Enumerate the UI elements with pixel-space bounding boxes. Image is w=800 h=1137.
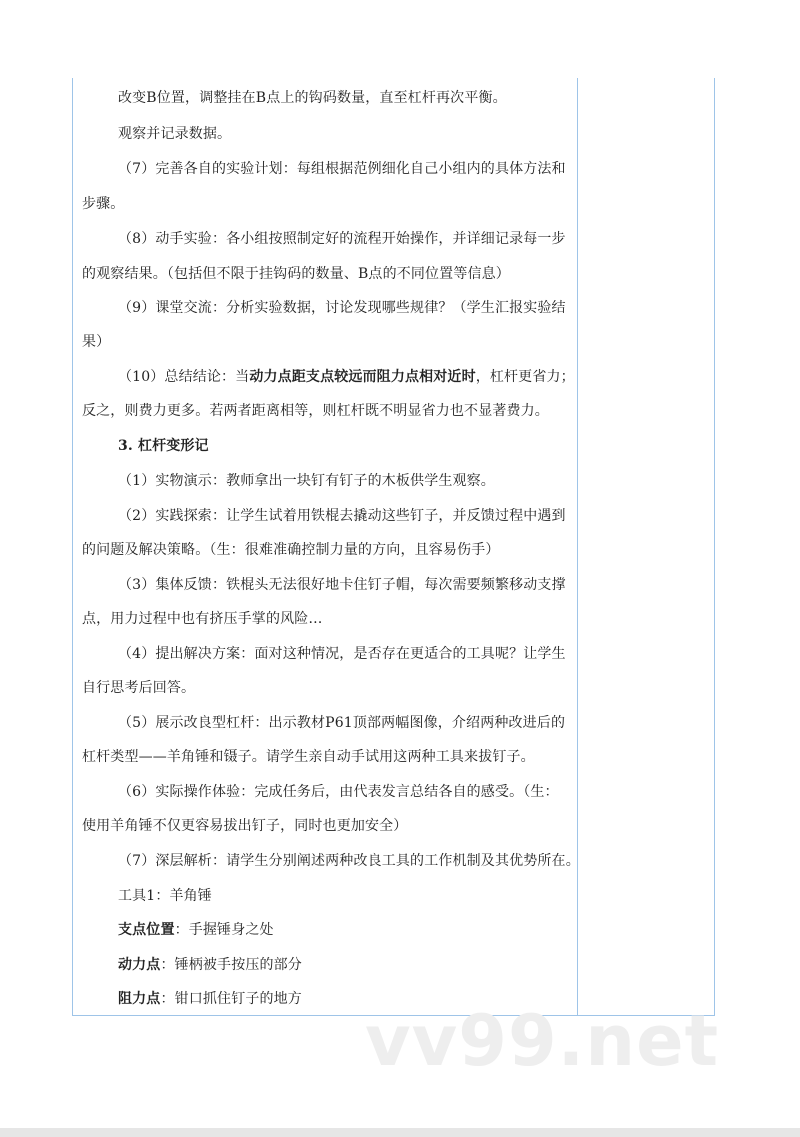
text-line: （3）集体反馈：铁棍头无法很好地卡住钉子帽，每次需要频繁移动支撑 <box>118 577 566 593</box>
text-line: 反之，则费力更多。若两者距离相等，则杠杆既不明显省力也不显著费力。 <box>82 403 549 419</box>
fulcrum-line <box>118 920 274 940</box>
text-line: （4）提出解决方案：面对这种情况，是否存在更适合的工具呢？让学生 <box>118 646 566 662</box>
resistance-point-line <box>118 989 302 1009</box>
effort-point-text: ：锤柄被手按压的部分 <box>160 957 302 973</box>
text-line: （7）完善各自的实验计划：每组根据范例细化自己小组内的具体方法和 <box>118 161 566 177</box>
text-line: 果） <box>82 334 111 350</box>
text-line: 使用羊角锤不仅更容易拔出钉子，同时也更加安全） <box>82 818 408 834</box>
text-line: 步骤。 <box>82 196 125 212</box>
effort-point-label: 动力点 <box>118 957 161 973</box>
fulcrum-text: ：手握锤身之处 <box>174 922 274 938</box>
tool-title: 工具1：羊角锤 <box>118 888 212 904</box>
text-line: 改变B位置，调整挂在B点上的钩码数量，直至杠杆再次平衡。 <box>118 90 507 106</box>
text-line: （6）实际操作体验：完成任务后，由代表发言总结各自的感受。（生： <box>118 784 559 800</box>
page-bottom-edge <box>0 1128 800 1137</box>
text-line: 点，用力过程中也有挤压手掌的风险… <box>82 611 323 627</box>
fulcrum-label: 支点位置 <box>118 922 175 938</box>
conclusion-line <box>118 367 575 387</box>
effort-point-line <box>118 955 302 975</box>
text-line: 的观察结果。（包括但不限于挂钩码的数量、B点的不同位置等信息） <box>82 266 510 282</box>
resistance-point-label: 阻力点 <box>118 991 161 1007</box>
text-line: 自行思考后回答。 <box>82 680 196 696</box>
text-line: 观察并记录数据。 <box>118 126 232 142</box>
text-line: 的问题及解决策略。（生：很难准确控制力量的方向，且容易伤手） <box>82 542 500 558</box>
text-line: （1）实物演示：教师拿出一块钉有钉子的木板供学生观察。 <box>118 473 495 489</box>
text-line: （9）课堂交流：分析实验数据，讨论发现哪些规律？（学生汇报实验结 <box>118 300 566 316</box>
resistance-point-text: ：钳口抓住钉子的地方 <box>160 991 302 1007</box>
section-heading: 3. 杠杆变形记 <box>118 438 209 454</box>
text-line: 杠杆类型——羊角锤和镊子。请学生亲自动手试用这两种工具来拔钉子。 <box>82 749 535 765</box>
text-line: （2）实践探索：让学生试着用铁棍去撬动这些钉子，并反馈过程中遇到 <box>118 508 566 524</box>
conclusion-suffix: ，杠杆更省力； <box>475 369 575 385</box>
conclusion-emphasis: 动力点距支点较远而阻力点相对近时 <box>249 369 476 385</box>
text-line: （8）动手实验：各小组按照制定好的流程开始操作，并详细记录每一步 <box>118 231 566 247</box>
conclusion-prefix: （10）总结结论：当 <box>118 369 250 385</box>
text-line: （7）深层解析：请学生分别阐述两种改良工具的工作机制及其优势所在。 <box>118 853 580 869</box>
text-line: （5）展示改良型杠杆：出示教材P61顶部两幅图像，介绍两种改进后的 <box>118 715 566 731</box>
table-column-divider <box>577 78 578 1016</box>
watermark: vv99.net <box>365 1000 720 1082</box>
